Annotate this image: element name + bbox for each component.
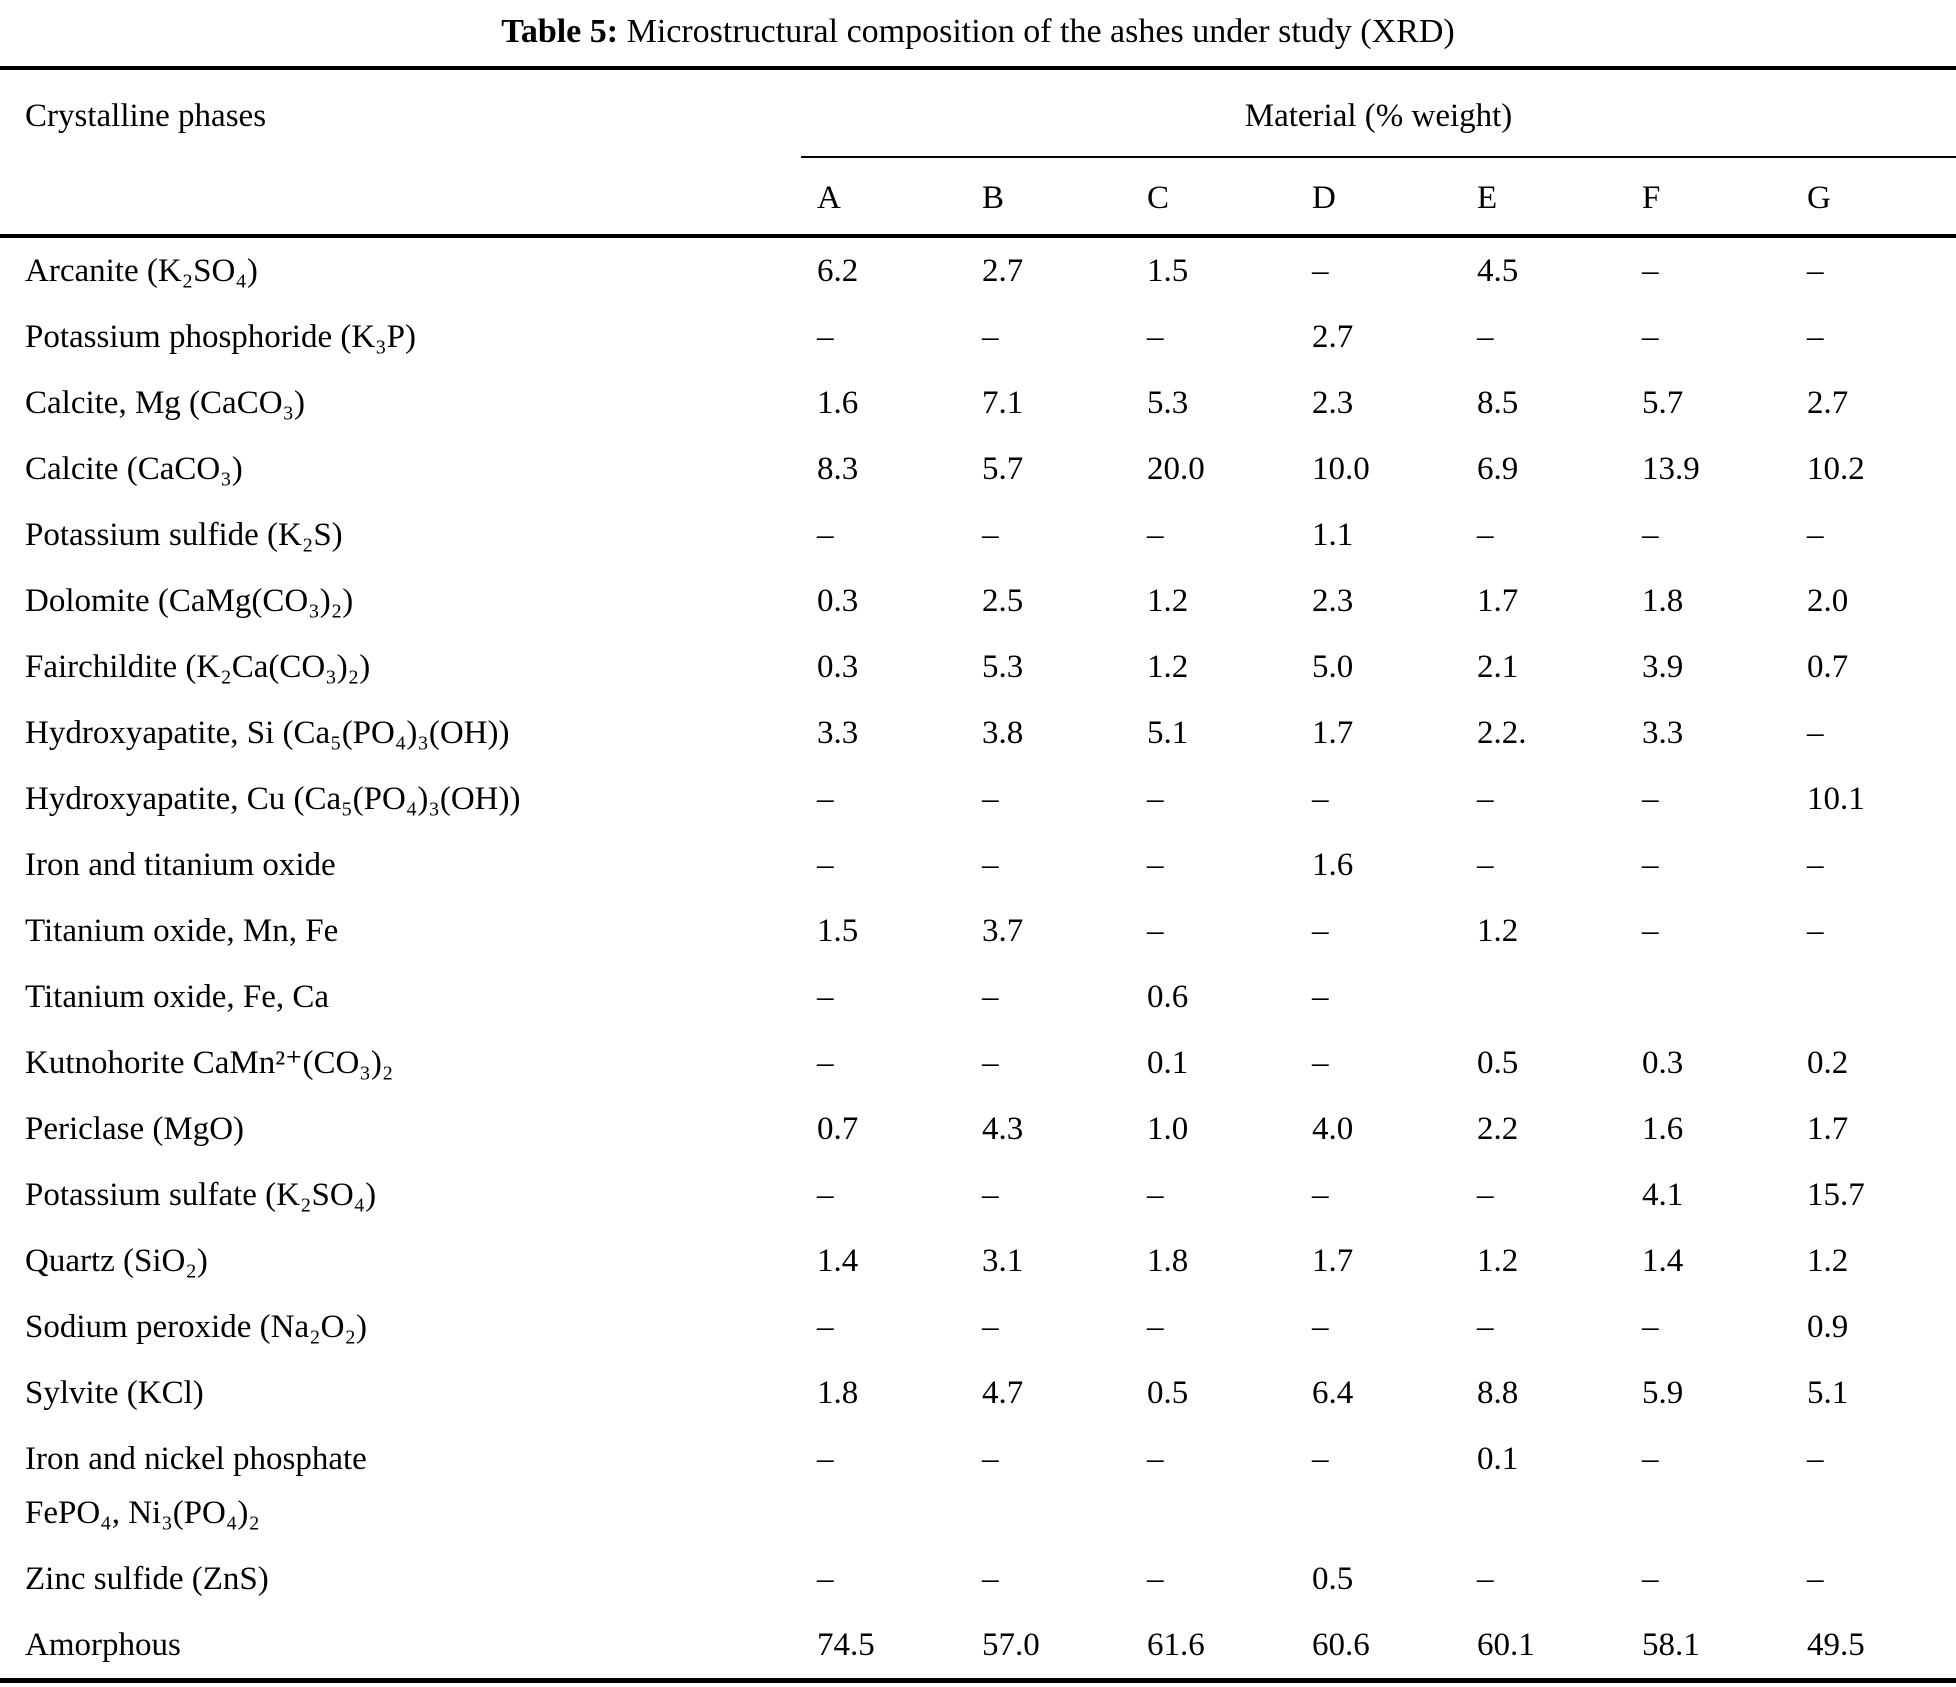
column-header-a: A	[801, 157, 966, 236]
composition-table	[0, 66, 1956, 1683]
value-cell: –	[1147, 1177, 1164, 1213]
column-header-e: E	[1461, 157, 1626, 236]
value-cell: 1.2	[1477, 1243, 1519, 1279]
phase-cell	[0, 1162, 801, 1228]
value-cell: –	[1477, 1177, 1494, 1213]
phase-cell	[0, 304, 801, 370]
phase-name: Potassium phosphoride (K₃P)	[25, 319, 417, 355]
table-body	[0, 236, 1956, 1681]
value-cell: 0.5	[1147, 1375, 1189, 1411]
value-cell: –	[982, 979, 999, 1015]
value-cell: –	[1312, 979, 1329, 1015]
table-row	[0, 964, 1956, 1030]
table-row	[0, 766, 1956, 832]
phase-name: Dolomite (CaMg(CO₃)₂)	[25, 583, 354, 619]
value-cell: –	[1807, 1561, 1824, 1597]
table-row	[0, 568, 1956, 634]
value-cell: –	[1147, 913, 1164, 949]
table-row	[0, 700, 1956, 766]
value-cell: 2.5	[982, 583, 1024, 619]
value-cell: 1.1	[1312, 517, 1354, 553]
value-cell: 10.1	[1807, 781, 1865, 817]
phase-cell	[0, 1030, 801, 1096]
value-cell: –	[1312, 1045, 1329, 1081]
value-cell: –	[817, 781, 834, 817]
value-cell: –	[1147, 847, 1164, 883]
value-cell: 2.3	[1312, 583, 1354, 619]
value-cell: 0.2	[1807, 1045, 1849, 1081]
value-cell: –	[1642, 781, 1659, 817]
row-header-label: Crystalline phases	[25, 98, 267, 134]
value-cell: 1.6	[817, 385, 859, 421]
header-row-columns	[0, 157, 1956, 236]
value-cell: –	[982, 1441, 999, 1477]
value-cell: 0.7	[817, 1111, 859, 1147]
value-cell: –	[1642, 253, 1659, 289]
value-cell: 2.2.	[1477, 715, 1527, 751]
value-cell: –	[1807, 847, 1824, 883]
value-cell: 3.1	[982, 1243, 1024, 1279]
table-row	[0, 1426, 1956, 1546]
phase-name: Calcite (CaCO₃)	[25, 451, 243, 487]
table-row	[0, 436, 1956, 502]
value-cell: 0.5	[1312, 1561, 1354, 1597]
value-cell: –	[1312, 781, 1329, 817]
phase-name: Amorphous	[25, 1627, 181, 1663]
value-cell: 49.5	[1807, 1627, 1865, 1663]
value-cell: –	[982, 319, 999, 355]
value-cell: –	[1642, 1309, 1659, 1345]
value-cell: 1.7	[1807, 1111, 1849, 1147]
value-cell: –	[817, 847, 834, 883]
value-cell: 0.1	[1147, 1045, 1189, 1081]
value-cell: 0.3	[817, 649, 859, 685]
phase-cell	[0, 1426, 801, 1546]
value-cell: 5.3	[982, 649, 1024, 685]
phase-cell	[0, 568, 801, 634]
column-header-b: B	[966, 157, 1131, 236]
value-cell: –	[817, 1045, 834, 1081]
table-row	[0, 1360, 1956, 1426]
value-cell: 0.5	[1477, 1045, 1519, 1081]
value-cell: –	[1477, 517, 1494, 553]
value-cell: 3.8	[982, 715, 1024, 751]
value-cell: 1.2	[1477, 913, 1519, 949]
value-cell: 60.6	[1312, 1627, 1370, 1663]
value-cell: 8.8	[1477, 1375, 1519, 1411]
phase-name: Sylvite (KCl)	[25, 1375, 204, 1411]
value-cell: 57.0	[982, 1627, 1040, 1663]
table-row	[0, 832, 1956, 898]
value-cell: 1.8	[1147, 1243, 1189, 1279]
value-cell: –	[817, 1561, 834, 1597]
phase-cell	[0, 502, 801, 568]
value-cell: 0.3	[1642, 1045, 1684, 1081]
value-cell: –	[1147, 517, 1164, 553]
value-cell: 6.4	[1312, 1375, 1354, 1411]
group-header-label: Material (% weight)	[801, 68, 1956, 157]
value-cell: 8.3	[817, 451, 859, 487]
table-title	[0, 0, 1956, 54]
value-cell: 4.7	[982, 1375, 1024, 1411]
phase-name: Periclase (MgO)	[25, 1111, 245, 1147]
value-cell: 5.1	[1807, 1375, 1849, 1411]
value-cell: –	[1312, 913, 1329, 949]
phase-name: Potassium sulfide (K₂S)	[25, 517, 343, 553]
value-cell: 61.6	[1147, 1627, 1205, 1663]
phase-cell	[0, 1612, 801, 1681]
value-cell: 1.6	[1642, 1111, 1684, 1147]
value-cell: 15.7	[1807, 1177, 1865, 1213]
value-cell: 5.3	[1147, 385, 1189, 421]
phase-cell	[0, 370, 801, 436]
value-cell: 8.5	[1477, 385, 1519, 421]
value-cell: 2.7	[982, 253, 1024, 289]
phase-cell	[0, 1294, 801, 1360]
column-header-g: G	[1791, 157, 1956, 236]
value-cell: –	[1642, 517, 1659, 553]
phase-cell	[0, 236, 801, 304]
table-row	[0, 370, 1956, 436]
value-cell: 0.7	[1807, 649, 1849, 685]
phase-name: Potassium sulfate (K₂SO₄)	[25, 1177, 377, 1213]
value-cell: 20.0	[1147, 451, 1205, 487]
phase-name: Sodium peroxide (Na₂O₂)	[25, 1309, 367, 1345]
phase-name: Zinc sulfide (ZnS)	[25, 1561, 269, 1597]
value-cell: 1.7	[1312, 1243, 1354, 1279]
value-cell: 1.2	[1147, 583, 1189, 619]
value-cell: 5.0	[1312, 649, 1354, 685]
value-cell: 1.2	[1147, 649, 1189, 685]
value-cell: –	[1642, 847, 1659, 883]
phase-cell	[0, 1360, 801, 1426]
value-cell: –	[1642, 1441, 1659, 1477]
value-cell: 0.9	[1807, 1309, 1849, 1345]
header-row-groups	[0, 68, 1956, 157]
value-cell: –	[1807, 253, 1824, 289]
value-cell: 1.4	[817, 1243, 859, 1279]
value-cell: 1.4	[1642, 1243, 1684, 1279]
phase-name: Iron and titanium oxide	[25, 847, 336, 883]
table-row	[0, 502, 1956, 568]
value-cell: 4.0	[1312, 1111, 1354, 1147]
phase-cell	[0, 700, 801, 766]
phase-cell	[0, 964, 801, 1030]
spacer-cell	[0, 157, 801, 236]
value-cell: –	[817, 1177, 834, 1213]
value-cell: 0.1	[1477, 1441, 1519, 1477]
value-cell: –	[982, 517, 999, 553]
phase-name: Titanium oxide, Fe, Ca	[25, 979, 330, 1015]
table-row	[0, 1030, 1956, 1096]
phase-name: Kutnohorite CaMn²⁺(CO₃)₂	[25, 1045, 394, 1081]
value-cell: 3.9	[1642, 649, 1684, 685]
value-cell: 6.9	[1477, 451, 1519, 487]
value-cell: 58.1	[1642, 1627, 1700, 1663]
phase-cell	[0, 1228, 801, 1294]
value-cell: –	[1807, 319, 1824, 355]
value-cell: 6.2	[817, 253, 859, 289]
phase-name: Arcanite (K₂SO₄)	[25, 253, 258, 289]
value-cell: 1.5	[1147, 253, 1189, 289]
value-cell: 0.6	[1147, 979, 1189, 1015]
value-cell: –	[817, 517, 834, 553]
value-cell: 1.0	[1147, 1111, 1189, 1147]
value-cell: –	[1147, 319, 1164, 355]
value-cell: 4.3	[982, 1111, 1024, 1147]
value-cell: –	[982, 1045, 999, 1081]
value-cell: 10.2	[1807, 451, 1865, 487]
value-cell: 5.7	[1642, 385, 1684, 421]
phase-cell	[0, 1096, 801, 1162]
value-cell: –	[1312, 1177, 1329, 1213]
value-cell: 5.7	[982, 451, 1024, 487]
value-cell: 1.7	[1477, 583, 1519, 619]
phase-name: Hydroxyapatite, Si (Ca₅(PO₄)₃(OH))	[25, 715, 510, 751]
column-header-f: F	[1626, 157, 1791, 236]
phase-cell	[0, 766, 801, 832]
value-cell: –	[1477, 319, 1494, 355]
phase-cell	[0, 898, 801, 964]
table-row	[0, 1612, 1956, 1681]
value-cell: –	[1312, 1441, 1329, 1477]
phase-name: Fairchildite (K₂Ca(CO₃)₂)	[25, 649, 371, 685]
table-row	[0, 236, 1956, 304]
column-header-c: C	[1131, 157, 1296, 236]
value-cell: –	[1807, 715, 1824, 751]
value-cell: –	[1477, 781, 1494, 817]
table-row	[0, 634, 1956, 700]
value-cell: –	[1147, 1441, 1164, 1477]
phase-name: Calcite, Mg (CaCO₃)	[25, 385, 306, 421]
value-cell: –	[1147, 1309, 1164, 1345]
table-row	[0, 1546, 1956, 1612]
value-cell: –	[1807, 913, 1824, 949]
value-cell: 2.0	[1807, 583, 1849, 619]
value-cell	[1626, 964, 1791, 1030]
value-cell: –	[817, 319, 834, 355]
value-cell: 4.1	[1642, 1177, 1684, 1213]
value-cell: 3.3	[817, 715, 859, 751]
phase-name: Quartz (SiO₂)	[25, 1243, 208, 1279]
phase-name-line2: FePO₄, Ni₃(PO₄)₂	[25, 1495, 260, 1531]
value-cell: –	[982, 1177, 999, 1213]
phase-cell	[0, 832, 801, 898]
value-cell: 0.3	[817, 583, 859, 619]
value-cell: 10.0	[1312, 451, 1370, 487]
value-cell: –	[1807, 1441, 1824, 1477]
value-cell: 3.7	[982, 913, 1024, 949]
table-row	[0, 1294, 1956, 1360]
phase-name: Iron and nickel phosphate	[25, 1441, 367, 1477]
value-cell: –	[1477, 847, 1494, 883]
value-cell: –	[817, 1441, 834, 1477]
phase-cell	[0, 436, 801, 502]
phase-name: Hydroxyapatite, Cu (Ca₅(PO₄)₃(OH))	[25, 781, 521, 817]
table-number-label: Table 5:	[501, 13, 619, 50]
value-cell: –	[1312, 1309, 1329, 1345]
value-cell: 2.7	[1312, 319, 1354, 355]
phase-name: Titanium oxide, Mn, Fe	[25, 913, 339, 949]
value-cell: –	[982, 781, 999, 817]
table-row	[0, 1096, 1956, 1162]
value-cell: 1.8	[1642, 583, 1684, 619]
value-cell: –	[1477, 1561, 1494, 1597]
value-cell: –	[982, 1309, 999, 1345]
value-cell: 13.9	[1642, 451, 1700, 487]
value-cell: 74.5	[817, 1627, 875, 1663]
value-cell: –	[817, 1309, 834, 1345]
value-cell: –	[982, 1561, 999, 1597]
value-cell: 2.1	[1477, 649, 1519, 685]
value-cell: 5.1	[1147, 715, 1189, 751]
value-cell: –	[1642, 319, 1659, 355]
value-cell: 2.2	[1477, 1111, 1519, 1147]
table-row	[0, 898, 1956, 964]
value-cell: –	[1312, 253, 1329, 289]
value-cell: 4.5	[1477, 253, 1519, 289]
table-row	[0, 1228, 1956, 1294]
table-row	[0, 304, 1956, 370]
table-caption: Microstructural composition of the ashes under study (XRD)	[618, 13, 1455, 50]
value-cell: –	[817, 979, 834, 1015]
value-cell: –	[1807, 517, 1824, 553]
value-cell: 1.5	[817, 913, 859, 949]
value-cell: –	[1642, 913, 1659, 949]
phase-cell	[0, 634, 801, 700]
value-cell: 3.3	[1642, 715, 1684, 751]
value-cell	[1791, 964, 1956, 1030]
value-cell	[1461, 964, 1626, 1030]
table-row	[0, 1162, 1956, 1228]
value-cell: –	[1147, 781, 1164, 817]
value-cell: 1.6	[1312, 847, 1354, 883]
value-cell: 2.3	[1312, 385, 1354, 421]
value-cell: –	[1147, 1561, 1164, 1597]
value-cell: –	[1477, 1309, 1494, 1345]
value-cell: –	[1642, 1561, 1659, 1597]
column-header-d: D	[1296, 157, 1461, 236]
value-cell: 5.9	[1642, 1375, 1684, 1411]
value-cell: 1.8	[817, 1375, 859, 1411]
value-cell: 7.1	[982, 385, 1024, 421]
value-cell: 1.7	[1312, 715, 1354, 751]
value-cell: 1.2	[1807, 1243, 1849, 1279]
value-cell: 2.7	[1807, 385, 1849, 421]
phase-cell	[0, 1546, 801, 1612]
value-cell: 60.1	[1477, 1627, 1535, 1663]
value-cell: –	[982, 847, 999, 883]
